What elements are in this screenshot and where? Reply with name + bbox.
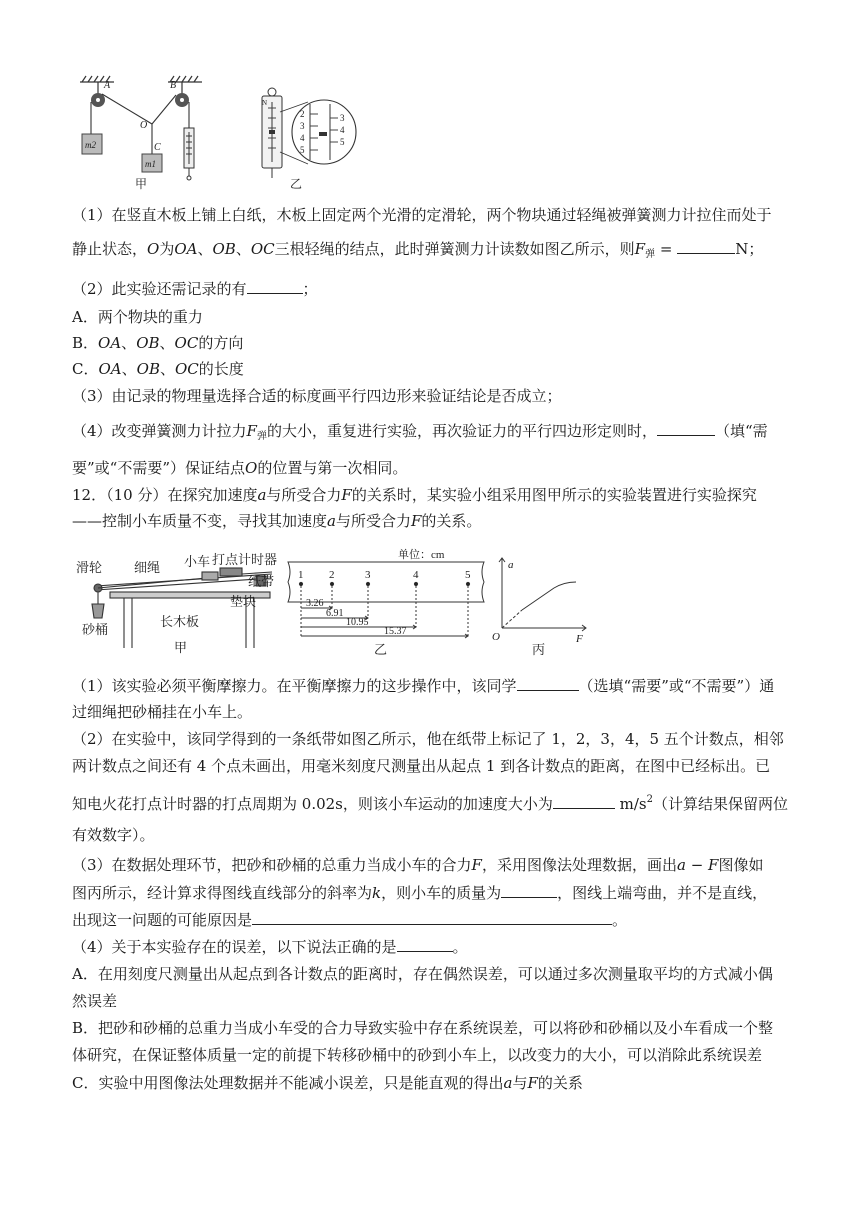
svg-text:F: F <box>576 633 583 645</box>
q12-part3-line3: 出现这一问题的可能原因是 。 <box>72 911 628 929</box>
answer-blank-error[interactable] <box>397 937 453 952</box>
svg-text:15.37: 15.37 <box>384 626 407 637</box>
figure-cart-experiment <box>76 548 596 662</box>
q11-option-a: A．两个物块的重力 <box>72 308 203 326</box>
svg-text:m2: m2 <box>85 140 96 150</box>
q11-option-c: C．OA、OB、OC的长度 <box>72 360 244 378</box>
q11-part4-line2: 要”或“不需要”）保证结点O的位置与第一次相同。 <box>72 459 408 477</box>
svg-text:砂桶: 砂桶 <box>82 622 109 637</box>
svg-text:a: a <box>508 559 514 571</box>
q12-option-b-line1: B．把砂和砂桶的总重力当成小车受的合力导致实验中存在系统误差，可以将砂和砂桶以及小车看成一个整 <box>72 1019 774 1037</box>
svg-text:甲: 甲 <box>174 640 188 655</box>
answer-blank-need[interactable] <box>657 421 715 436</box>
svg-text:5: 5 <box>340 137 345 147</box>
answer-blank-force[interactable] <box>677 239 735 254</box>
q12-part3-line2: 图丙所示，经计算求得图线直线部分的斜率为k，则小车的质量为 ，图线上端弯曲，并不是直线， <box>72 884 768 902</box>
svg-text:打点计时器: 打点计时器 <box>212 552 278 567</box>
svg-text:3: 3 <box>340 113 345 123</box>
svg-text:滑轮: 滑轮 <box>76 560 103 575</box>
q11-part1-line1: （1）在竖直木板上铺上白纸，木板上固定两个光滑的定滑轮，两个物块通过轻绳被弹簧测力计拉住而处于 <box>72 206 772 224</box>
svg-text:单位：cm: 单位：cm <box>398 549 445 561</box>
q11-part3: （3）由记录的物理量选择合适的标度画平行四边形来验证结论是否成立； <box>72 387 562 405</box>
answer-blank-acceleration[interactable] <box>553 794 615 809</box>
q12-part2-line2: 两计数点之间还有 4 个点未画出，用毫米刻度尺测量出从起点 1 到各计数点的距离，在图中已经标出。已 <box>72 757 771 775</box>
svg-text:甲: 甲 <box>135 177 148 191</box>
svg-text:O: O <box>140 120 148 131</box>
figure-force-table <box>72 72 372 198</box>
q12-part2-line1: （2）在实验中，该同学得到的一条纸带如图乙所示，他在纸带上标记了 1，2，3，4，5 五个计数点，相邻 <box>72 730 784 748</box>
answer-blank-mass[interactable] <box>501 883 557 898</box>
svg-text:小车: 小车 <box>184 554 211 569</box>
q12-part2-line4: 有效数字）。 <box>72 826 155 844</box>
svg-text:3.26: 3.26 <box>306 598 324 609</box>
svg-text:O: O <box>492 631 500 643</box>
spring-scale <box>184 128 194 180</box>
q11-option-b: B．OA、OB、OC的方向 <box>72 334 244 352</box>
svg-text:A: A <box>104 80 111 91</box>
svg-text:5: 5 <box>300 145 305 155</box>
svg-text:6.91: 6.91 <box>326 608 344 619</box>
q12-option-c: C．实验中用图像法处理数据并不能减小误差，只是能直观的得出a与F的关系 <box>72 1074 583 1092</box>
svg-text:丙: 丙 <box>532 642 546 657</box>
answer-blank-reason[interactable] <box>252 910 612 925</box>
svg-text:m1: m1 <box>145 159 156 169</box>
q11-part2: （2）此实验还需记录的有 ； <box>72 280 318 298</box>
svg-text:5: 5 <box>465 569 471 581</box>
svg-text:B: B <box>170 80 177 91</box>
q11-part1-line2: 静止状态，O为OA、OB、OC三根轻绳的结点，此时弹簧测力计读数如图乙所示，则$F_弹 = N$； <box>72 240 764 260</box>
svg-text:3: 3 <box>365 569 371 581</box>
svg-text:10.95: 10.95 <box>346 617 369 628</box>
answer-blank-record[interactable] <box>247 279 303 294</box>
svg-text:乙: 乙 <box>374 642 388 657</box>
q12-option-a-line1: A．在用刻度尺测量出从起点到各计数点的距离时，存在偶然误差，可以通过多次测量取平均的方式减小偶 <box>72 965 773 983</box>
svg-text:4: 4 <box>413 569 419 581</box>
svg-text:2: 2 <box>300 109 305 119</box>
q12-intro-line2: ——控制小车质量不变，寻找其加速度a与所受合力F的关系。 <box>72 512 482 530</box>
answer-blank-friction[interactable] <box>517 676 579 691</box>
svg-text:2: 2 <box>329 569 335 581</box>
svg-text:1: 1 <box>298 569 304 581</box>
q12-part1-line2: 过细绳把砂桶挂在小车上。 <box>72 703 253 721</box>
q12-part3-line1: （3）在数据处理环节，把砂和砂桶的总重力当成小车的合力F，采用图像法处理数据，画出a − F图像如 <box>72 856 764 874</box>
svg-text:纸带: 纸带 <box>248 574 275 589</box>
svg-text:N: N <box>262 99 268 107</box>
svg-text:3: 3 <box>300 121 305 131</box>
q12-intro-line1: 12．（10 分）在探究加速度a与所受合力F的关系时，某实验小组采用图甲所示的实验装置进行实验探究 <box>72 486 757 504</box>
q12-part2-line3: 知电火花打点计时器的打点周期为 0.02s，则该小车运动的加速度大小为 $m/s^2$（计算结果保留两位 <box>72 794 789 813</box>
q12-option-b-line2: 体研究，在保证整体质量一定的前提下转移砂桶中的砂到小车上，以改变力的大小，可以消除此系统误差 <box>72 1046 763 1064</box>
svg-text:C: C <box>154 142 161 153</box>
q12-part4: （4）关于本实验存在的误差，以下说法正确的是 。 <box>72 938 468 956</box>
svg-text:乙: 乙 <box>290 177 303 191</box>
q11-part4-line1: （4）改变弹簧测力计拉力$F_弹$的大小，重复进行实验，再次验证力的平行四边形定则时， （填“需 <box>72 422 768 442</box>
svg-text:垫块: 垫块 <box>230 594 257 609</box>
svg-text:长木板: 长木板 <box>160 614 200 629</box>
svg-text:细绳: 细绳 <box>134 560 161 575</box>
svg-text:4: 4 <box>300 133 305 143</box>
q12-part1-line1: （1）该实验必须平衡摩擦力。在平衡摩擦力的这步操作中，该同学 （选填“需要”或“不需要”）通 <box>72 677 775 695</box>
svg-text:4: 4 <box>340 125 345 135</box>
q12-option-a-line2: 然误差 <box>72 992 118 1010</box>
